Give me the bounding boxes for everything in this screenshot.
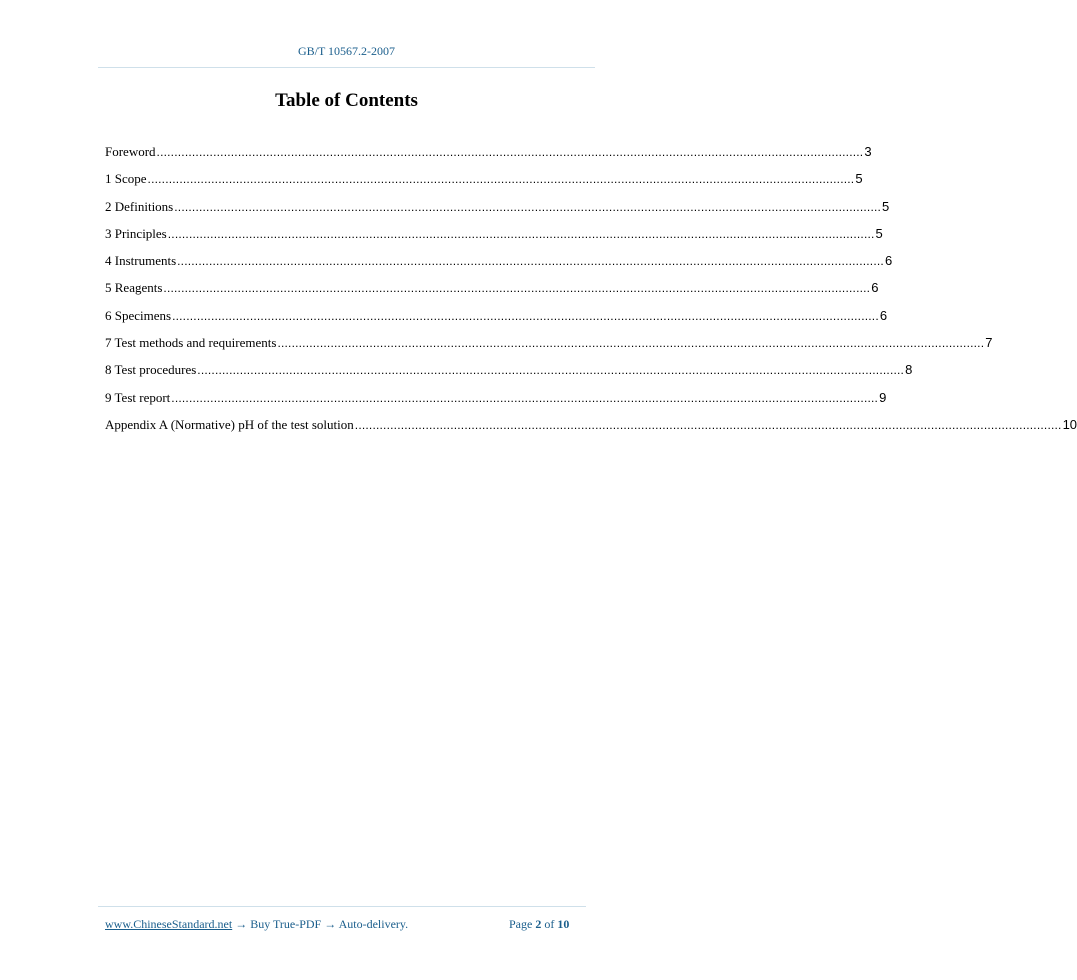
toc-entry-appendix-a[interactable] <box>105 416 1077 444</box>
toc-entry-page: 6 <box>871 280 879 296</box>
toc-entry-label: 8 Test procedures <box>105 362 197 378</box>
toc-entry-label: 2 Definitions <box>105 198 174 214</box>
page-word: Page <box>509 917 533 931</box>
toc-entry-label: 9 Test report <box>105 389 171 405</box>
toc-leader-dots: ........................................................................................................................................................................................................ <box>171 390 879 405</box>
toc-entry-label: 3 Principles <box>105 225 167 241</box>
table-of-contents <box>105 144 1077 444</box>
footer-divider <box>98 906 586 907</box>
toc-entry-page: 8 <box>905 362 913 378</box>
toc-entry-test-report[interactable] <box>105 389 887 417</box>
toc-entry-label: Foreword <box>105 144 156 159</box>
toc-leader-dots: ........................................................................................................................................................................................................ <box>156 145 864 159</box>
footer-promo <box>105 917 408 932</box>
toc-entry-label: 5 Reagents <box>105 280 163 296</box>
toc-entry-label: Appendix A (Normative) pH of the test solution <box>105 416 354 432</box>
toc-entry-principles[interactable] <box>105 225 883 253</box>
arrow-right-icon: → <box>235 917 248 931</box>
toc-leader-dots: ........................................................................................................................................................................................................ <box>174 199 882 214</box>
page-indicator <box>509 917 569 932</box>
toc-entry-instruments[interactable] <box>105 253 893 280</box>
toc-leader-dots: ........................................................................................................................................................................................................ <box>197 363 905 378</box>
toc-entry-scope[interactable] <box>105 171 863 198</box>
toc-entry-page: 6 <box>884 253 893 269</box>
toc-entry-test-procedures[interactable] <box>105 362 913 389</box>
header-divider <box>98 67 595 68</box>
buy-true-pdf-link[interactable]: Buy True-PDF <box>250 917 322 931</box>
toc-entry-page: 5 <box>875 225 883 241</box>
total-page-count: 10 <box>557 917 570 931</box>
toc-entry-foreword[interactable] <box>105 144 872 171</box>
toc-leader-dots: ........................................................................................................................................................................................................ <box>277 336 985 351</box>
page-title: Table of Contents <box>275 90 418 111</box>
arrow-right-icon: → <box>324 917 337 931</box>
toc-entry-definitions[interactable] <box>105 198 890 226</box>
toc-entry-label: 6 Specimens <box>105 307 172 323</box>
toc-entry-reagents[interactable] <box>105 280 879 307</box>
toc-leader-dots: ........................................................................................................................................................................................................ <box>167 226 875 241</box>
toc-leader-dots: ........................................................................................................................................................................................................ <box>354 417 1062 432</box>
toc-leader-dots: ........................................................................................................................................................................................................ <box>172 308 879 323</box>
of-word: of <box>544 917 555 931</box>
toc-entry-specimens[interactable] <box>105 307 888 335</box>
toc-entry-page: 6 <box>879 307 888 323</box>
toc-entry-label: 4 Instruments <box>105 253 177 269</box>
toc-entry-test-methods[interactable] <box>105 335 993 362</box>
toc-leader-dots: ........................................................................................................................................................................................................ <box>163 281 871 296</box>
toc-entry-page: 9 <box>879 389 887 405</box>
site-link[interactable]: www.ChineseStandard.net <box>105 917 233 931</box>
toc-leader-dots: ........................................................................................................................................................................................................ <box>177 254 884 269</box>
toc-entry-page: 3 <box>864 144 872 159</box>
auto-delivery-text: Auto-delivery. <box>338 917 409 931</box>
standard-code: GB/T 10567.2-2007 <box>297 44 396 58</box>
toc-entry-label: 1 Scope <box>105 171 147 187</box>
toc-entry-label: 7 Test methods and requirements <box>105 335 277 351</box>
toc-leader-dots: ........................................................................................................................................................................................................ <box>147 172 855 187</box>
toc-entry-page: 5 <box>855 171 863 187</box>
toc-entry-page: 7 <box>985 335 993 351</box>
toc-entry-page: 10 <box>1062 416 1077 432</box>
toc-entry-page: 5 <box>882 198 890 214</box>
document-header <box>0 44 693 59</box>
current-page-number: 2 <box>535 917 542 931</box>
